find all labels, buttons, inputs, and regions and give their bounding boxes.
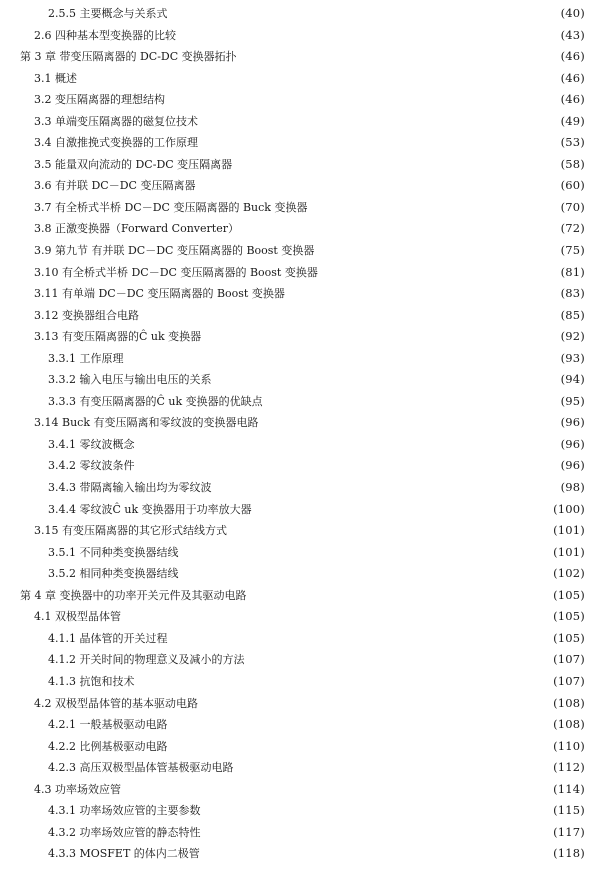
toc-entry: [0, 369, 607, 391]
toc-entry-title: 4.3.1 功率场效应管的主要参数: [48, 804, 201, 818]
toc-entry-title: 3.5.1 不同种类变换器结线: [48, 545, 179, 559]
toc-entry: [0, 520, 607, 542]
toc-entry: [0, 693, 607, 715]
toc-entry-page: (105): [553, 630, 585, 645]
toc-entry-title: 3.3.1 工作原理: [48, 351, 124, 365]
toc-entry: [0, 305, 607, 327]
toc-entry-title: 3.5.2 相同种类变换器结线: [48, 567, 179, 581]
toc-entry-page: (92): [560, 329, 585, 344]
toc-entry-title: 第 4 章 变换器中的功率开关元件及其驱动电路: [20, 588, 247, 602]
toc-entry-page: (102): [553, 566, 585, 581]
toc-entry-page: (94): [560, 372, 585, 387]
toc-entry-page: (108): [553, 717, 585, 732]
toc-entry: [0, 736, 607, 758]
toc-entry: [0, 262, 607, 284]
toc-entry: [0, 68, 607, 90]
toc-entry-page: (46): [560, 92, 585, 107]
toc-entry-page: (70): [560, 199, 585, 214]
toc-entry-title: 4.1 双极型晶体管: [34, 610, 121, 624]
toc-entry-page: (46): [560, 70, 585, 85]
toc-entry-page: (98): [560, 480, 585, 495]
toc-entry: [0, 822, 607, 844]
toc-entry-page: (107): [553, 652, 585, 667]
toc-entry: [0, 89, 607, 111]
toc-entry-page: (105): [553, 587, 585, 602]
toc-entry-title: 3.4.3 带隔离输入输出均为零纹波: [48, 481, 212, 495]
toc-entry-title: 4.2.2 比例基极驱动电路: [48, 739, 168, 753]
toc-entry: [0, 218, 607, 240]
toc-entry: [0, 175, 607, 197]
toc-entry-page: (53): [560, 135, 585, 150]
toc-entry-title: 3.11 有单端 DC－DC 变压隔离器的 Boost 变换器: [34, 287, 285, 301]
toc-entry-title: 3.3.3 有变压隔离器的Ĉ uk 变换器的优缺点: [48, 394, 263, 408]
toc-entry-page: (101): [553, 523, 585, 538]
toc-entry-page: (83): [560, 286, 585, 301]
toc-entry-page: (114): [553, 781, 585, 796]
toc-entry-title: 第 3 章 带变压隔离器的 DC-DC 变换器拓扑: [20, 50, 237, 64]
toc-entry-page: (117): [553, 824, 585, 839]
toc-entry-page: (60): [560, 178, 585, 193]
toc-entry: [0, 757, 607, 779]
toc-entry-title: 4.1.3 抗饱和技术: [48, 674, 135, 688]
toc-entry-page: (93): [560, 350, 585, 365]
toc-entry: [0, 779, 607, 801]
toc-entry-page: (110): [553, 738, 585, 753]
toc-entry-title: 3.10 有全桥式半桥 DC－DC 变压隔离器的 Boost 变换器: [34, 265, 318, 279]
toc-entry: [0, 240, 607, 262]
toc-entry-page: (107): [553, 673, 585, 688]
toc-entry-page: (96): [560, 415, 585, 430]
toc-entry: [0, 649, 607, 671]
toc-entry: [0, 154, 607, 176]
toc-entry: [0, 111, 607, 133]
toc-entry-title: 2.6 四种基本型变换器的比较: [34, 28, 176, 42]
toc-entry: [0, 348, 607, 370]
toc-entry-title: 3.4.1 零纹波概念: [48, 437, 135, 451]
toc-entry-title: 3.5 能量双向流动的 DC-DC 变压隔离器: [34, 157, 233, 171]
toc-entry: [0, 671, 607, 693]
toc-entry-title: 4.1.2 开关时间的物理意义及减小的方法: [48, 653, 245, 667]
toc-entry: [0, 477, 607, 499]
toc-entry-page: (81): [560, 264, 585, 279]
toc-entry: [0, 843, 607, 865]
toc-entry-page: (96): [560, 436, 585, 451]
toc-entry: [0, 197, 607, 219]
toc-entry-page: (108): [553, 695, 585, 710]
toc-entry-title: 3.15 有变压隔离器的其它形式结线方式: [34, 524, 227, 538]
toc-entry-title: 3.7 有全桥式半桥 DC－DC 变压隔离器的 Buck 变换器: [34, 200, 308, 214]
toc-entry: [0, 499, 607, 521]
toc-entry-title: 3.9 第九节 有并联 DC－DC 变压隔离器的 Boost 变换器: [34, 244, 315, 258]
toc-entry-page: (96): [560, 458, 585, 473]
toc-entry-title: 3.4 自激推挽式变换器的工作原理: [34, 136, 198, 150]
toc-entry-title: 3.1 概述: [34, 71, 77, 85]
toc-entry: [0, 326, 607, 348]
toc-entry-title: 3.8 正激变换器（Forward Converter）: [34, 222, 239, 236]
toc-entry: [0, 606, 607, 628]
toc-entry-page: (85): [560, 307, 585, 322]
toc-entry-page: (112): [553, 760, 585, 775]
toc-entry-title: 3.2 变压隔离器的理想结构: [34, 93, 165, 107]
toc-entry-page: (75): [560, 243, 585, 258]
toc-entry-title: 4.2.3 高压双极型晶体管基极驱动电路: [48, 761, 234, 775]
toc-entry-title: 4.2.1 一般基极驱动电路: [48, 718, 168, 732]
toc-entry-title: 3.4.4 零纹波Ĉ uk 变换器用于功率放大器: [48, 502, 252, 516]
toc-entry-page: (40): [560, 6, 585, 20]
toc-entry-page: (101): [553, 544, 585, 559]
toc-entry-page: (118): [553, 846, 585, 861]
toc-entry: [0, 714, 607, 736]
toc-entry: [0, 628, 607, 650]
toc-entry-title: 4.3.2 功率场效应管的静态特性: [48, 825, 201, 839]
toc-entry-page: (105): [553, 609, 585, 624]
toc-entry-title: 3.3.2 输入电压与输出电压的关系: [48, 373, 212, 387]
toc-chapter-entry: [0, 585, 607, 607]
toc-entry-title: 4.3.3 MOSFET 的体内二极管: [48, 847, 200, 861]
toc-entry: [0, 132, 607, 154]
toc-entry: [0, 542, 607, 564]
toc-entry: [0, 25, 607, 47]
toc-entry-title: 3.13 有变压隔离器的Ĉ uk 变换器: [34, 330, 202, 344]
toc-entry-title: 4.2 双极型晶体管的基本驱动电路: [34, 696, 198, 710]
toc-entry-page: (100): [553, 501, 585, 516]
toc-entry: [0, 455, 607, 477]
toc-entry-page: (72): [560, 221, 585, 236]
toc-entry: [0, 563, 607, 585]
toc-entry-title: 3.4.2 零纹波条件: [48, 459, 135, 473]
toc-entry-page: (58): [560, 156, 585, 171]
table-of-contents: [0, 3, 607, 865]
toc-entry: [0, 3, 607, 25]
toc-entry-title: 3.12 变换器组合电路: [34, 308, 139, 322]
toc-entry-page: (115): [553, 803, 585, 818]
toc-entry: [0, 391, 607, 413]
toc-entry: [0, 412, 607, 434]
toc-entry-page: (95): [560, 393, 585, 408]
toc-entry: [0, 800, 607, 822]
toc-entry-title: 2.5.5 主要概念与关系式: [48, 7, 168, 20]
toc-entry-page: (46): [560, 49, 585, 64]
toc-entry: [0, 283, 607, 305]
toc-entry-title: 3.3 单端变压隔离器的磁复位技术: [34, 114, 198, 128]
toc-entry: [0, 434, 607, 456]
toc-entry-page: (43): [560, 27, 585, 42]
toc-entry-title: 4.1.1 晶体管的开关过程: [48, 631, 168, 645]
toc-chapter-entry: [0, 46, 607, 68]
toc-entry-title: 3.6 有并联 DC－DC 变压隔离器: [34, 179, 196, 193]
toc-entry-title: 4.3 功率场效应管: [34, 782, 121, 796]
toc-entry-page: (49): [560, 113, 585, 128]
toc-entry-title: 3.14 Buck 有变压隔离和零纹波的变换器电路: [34, 416, 259, 430]
